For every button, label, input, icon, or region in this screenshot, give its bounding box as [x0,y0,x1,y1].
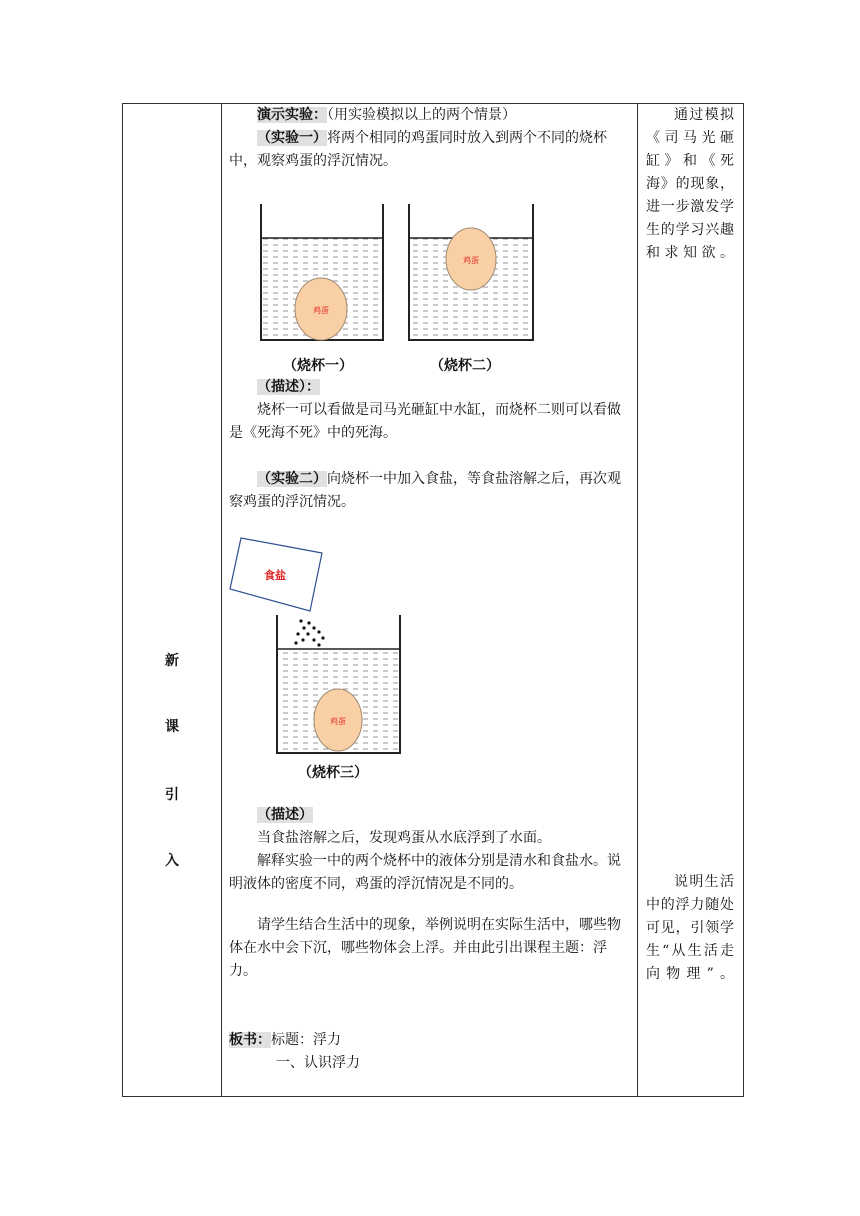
beaker-three-caption: （烧杯三） [298,765,368,781]
exp2-text: 向烧杯一中加入食盐，等食盐溶解之后，再次观察鸡蛋的浮沉情况。 [229,471,621,510]
egg-one-label: 鸡蛋 [313,306,329,315]
board-title: 标题：浮力 [271,1032,341,1048]
section-char-2: 课 [165,719,179,735]
note-two [646,871,734,986]
lesson-table [122,103,744,1097]
section-char-3: 引 [165,787,179,803]
egg-three-label: 鸡蛋 [330,717,346,726]
beaker-two [409,204,533,340]
note-one [646,104,734,265]
description-two-line1: 当食盐溶解之后，发现鸡蛋从水底浮到了水面。 [257,830,551,846]
demo-desc: （用实验模拟以上的两个情景） [327,107,516,123]
beaker-three [277,615,400,753]
description-two-block [229,804,632,896]
prompt-block [229,914,632,983]
exp1-label: （实验一） [257,130,327,146]
beaker-two-caption: （烧杯二） [430,358,500,374]
board-item-1: 一、认识浮力 [276,1055,360,1071]
beaker-one-caption: （烧杯一） [283,358,353,374]
note-one-text: 通过模拟《司马光砸缸》和《死海》的现象，进一步激发学生的学习兴趣和求知欲。 [646,107,734,261]
description-one-label: （描述）： [257,379,320,395]
salt-experiment-diagram [222,524,637,764]
exp1-text: 将两个相同的鸡蛋同时放入到两个不同的烧杯中，观察鸡蛋的浮沉情况。 [229,130,607,169]
exp2-label: （实验二） [257,471,327,487]
notes-cell [638,104,744,1097]
section-char-1: 新 [165,653,179,669]
salt-grains [294,619,324,646]
board-label: 板书： [229,1032,271,1048]
beaker-one [261,204,383,340]
description-two-line2: 解释实验一中的两个烧杯中的液体分别是清水和食盐水。说明液体的密度不同，鸡蛋的浮沉情况是不同的。 [229,853,621,892]
note-two-text: 说明生活中的浮力随处可见，引领学生“从生活走向物理”。 [646,874,734,982]
demo-label: 演示实验： [257,107,327,123]
description-one-block [229,376,632,445]
egg-two-label: 鸡蛋 [463,256,479,265]
exp2-block [229,468,632,514]
salt-box [230,538,322,611]
section-title-cell [123,104,222,1097]
salt-label: 食盐 [264,569,286,582]
description-one-text: 烧杯一可以看做是司马光砸缸中水缸，而烧杯二则可以看做是《死海不死》中的死海。 [229,402,621,441]
board-block [229,1029,632,1075]
description-two-label: （描述） [257,807,313,823]
prompt-text: 请学生结合生活中的现象，举例说明在实际生活中，哪些物体在水中会下沉，哪些物体会上浮。并由此引出课程主题：浮力。 [229,917,621,979]
content-cell [222,104,638,1097]
section-char-4: 入 [165,853,179,869]
